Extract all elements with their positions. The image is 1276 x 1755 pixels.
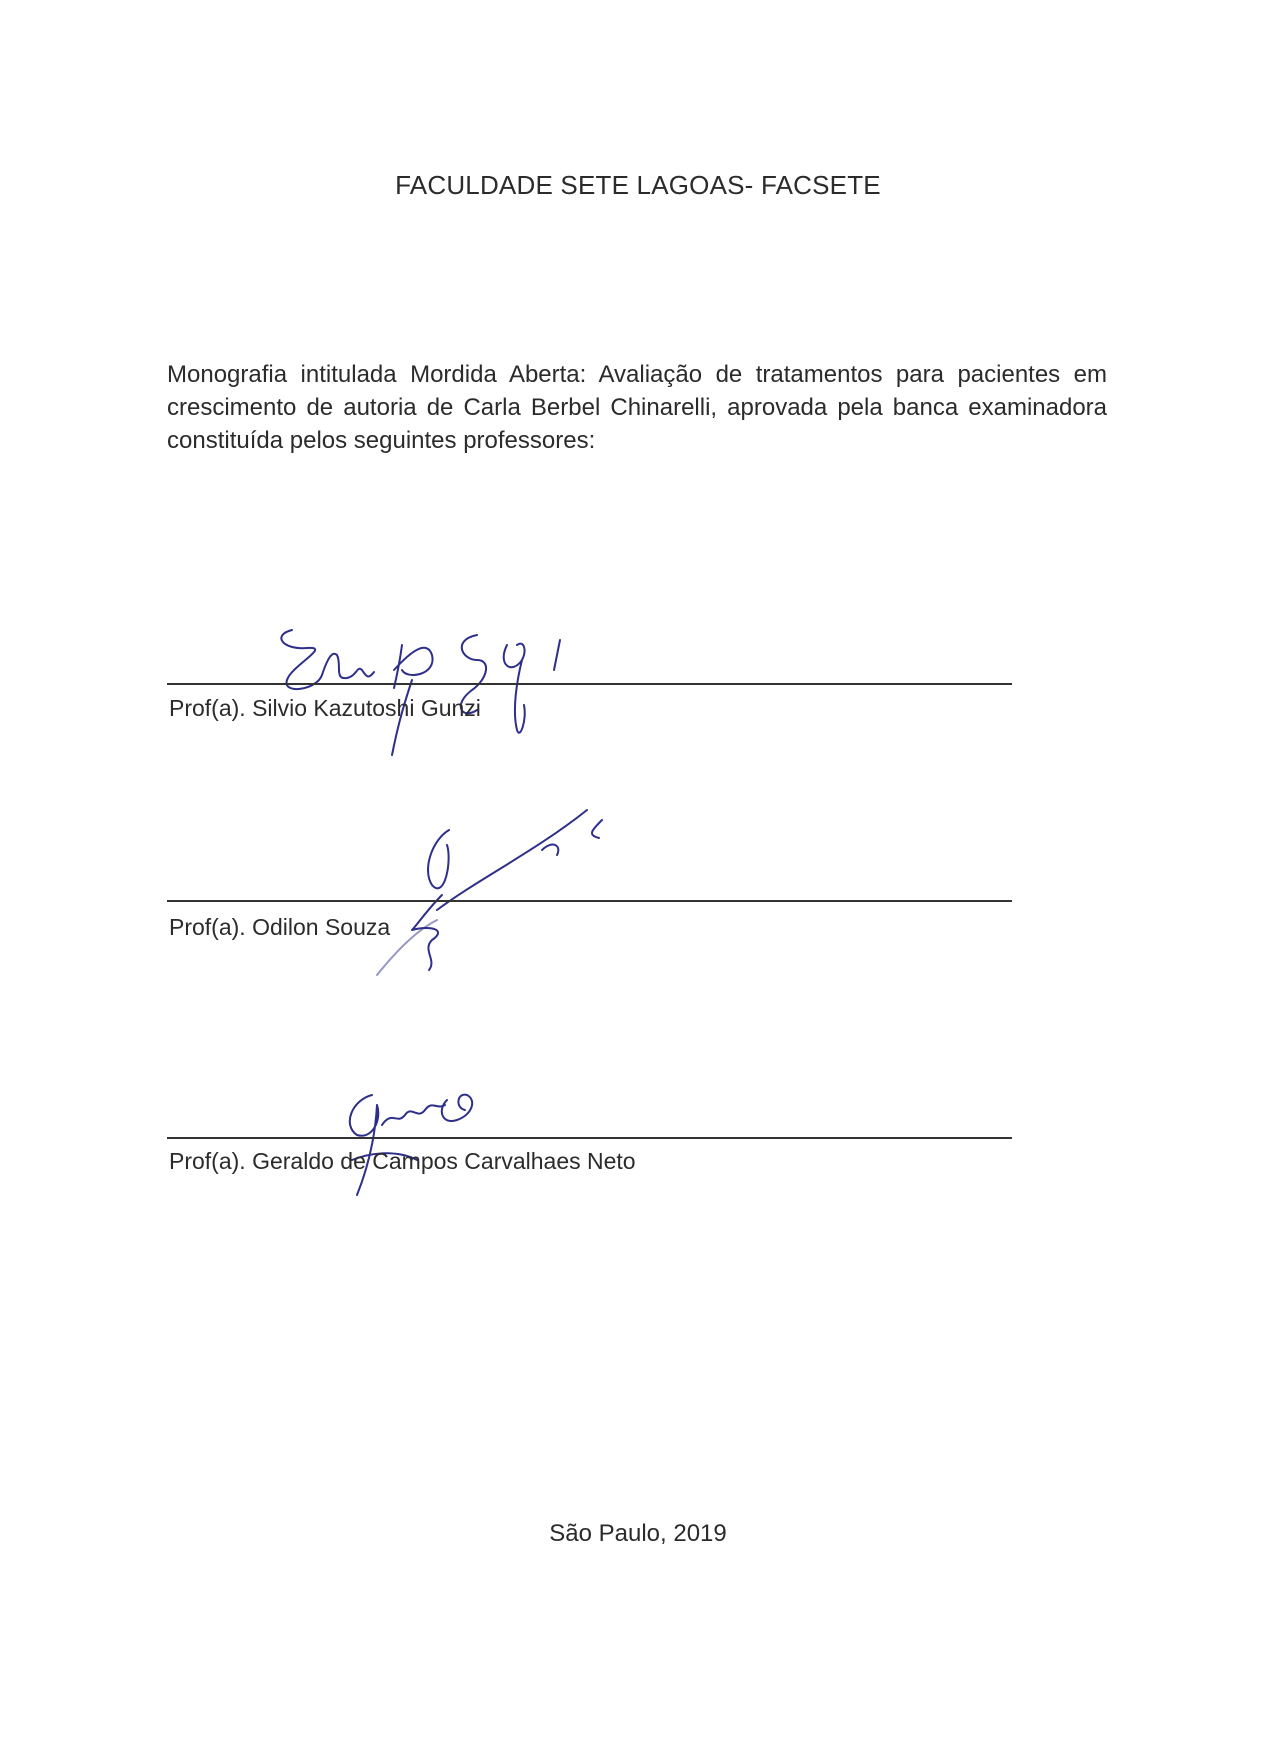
signature-block-1 (167, 600, 1012, 760)
handwritten-signature-2 (337, 800, 697, 980)
signature-line-2 (167, 900, 1012, 902)
institution-title: FACULDADE SETE LAGOAS- FACSETE (395, 170, 881, 200)
signature-block-2 (167, 800, 1012, 970)
examiner-name-3: Prof(a). Geraldo de Campos Carvalhaes Neto (169, 1148, 636, 1174)
signature-line-3 (167, 1137, 1012, 1139)
location-date: São Paulo, 2019 (549, 1520, 727, 1547)
signature-line-1 (167, 683, 1012, 685)
signature-block-3 (167, 1070, 1012, 1220)
examiner-name-1: Prof(a). Silvio Kazutoshi Gunzi (169, 695, 481, 721)
handwritten-signature-3 (287, 1080, 527, 1210)
approval-statement: Monografia intitulada Mordida Aberta: Avaliação de tratamentos para pacientes em crescimento de autoria de Carla Berbel Chinarelli, aprovada pela banca examinadora constituída pelos seguintes professores: (167, 361, 1107, 454)
examiner-name-2: Prof(a). Odilon Souza (169, 914, 391, 940)
